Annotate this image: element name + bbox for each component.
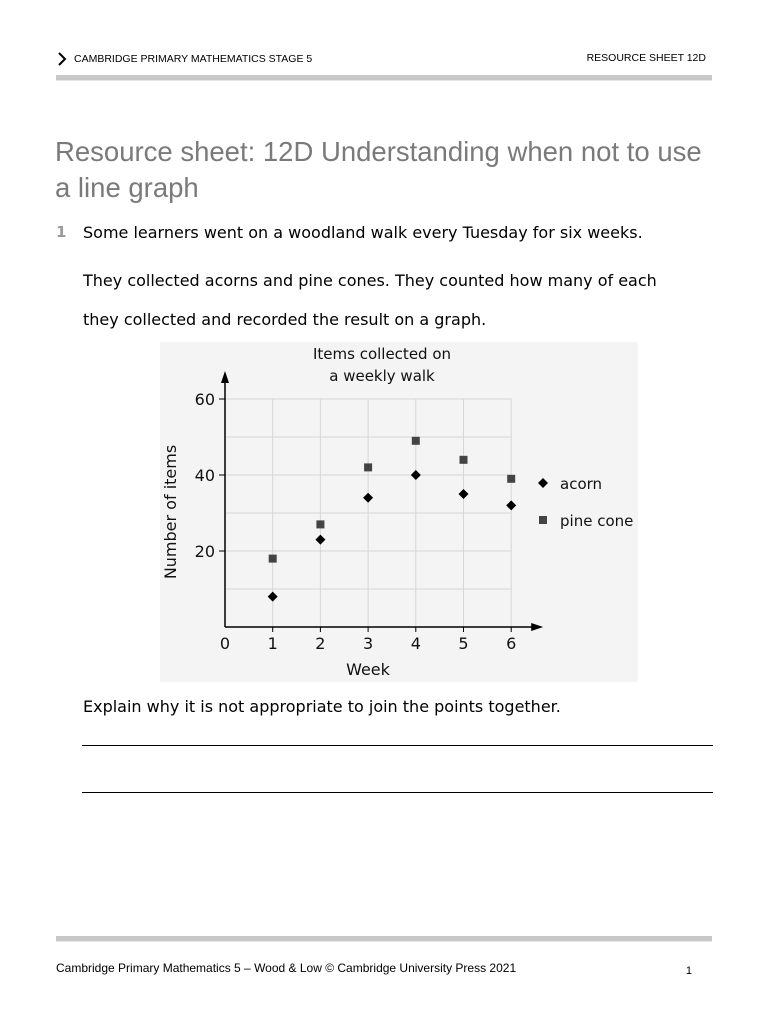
x-tick-label: 3 [363,634,374,653]
question-text-3: they collected and recorded the result on a graph. [83,310,487,329]
chevron-right-icon [56,52,68,66]
x-tick-label: 2 [315,634,326,653]
legend-label: acorn [560,475,603,493]
y-tick-label: 20 [194,542,215,561]
x-tick-label: 5 [458,634,469,653]
x-tick-label: 0 [219,634,231,653]
question-prompt: Explain why it is not appropriate to join the points together. [83,697,561,716]
x-tick-label: 4 [410,634,421,653]
y-axis-label: Number of items [161,444,180,580]
scatter-chart [160,342,638,682]
pine-cone-point [364,463,372,471]
pine-cone-point [460,456,468,464]
pine-cone-point [269,555,277,563]
header-left [56,52,312,66]
pine-cone-point [412,437,420,445]
chart-title-line-2: a weekly walk [329,367,435,385]
header-sheet-id: RESOURCE SHEET 12D [586,52,706,64]
page-title: Resource sheet: 12D Understanding when not to use a line graph [55,136,702,203]
footer-divider [56,936,712,942]
legend-pine-cone-marker [539,516,547,524]
answer-line-2[interactable] [82,792,713,793]
pine-cone-point [316,520,324,528]
pine-cone-point [507,475,515,483]
question-text-1: Some learners went on a woodland walk every Tuesday for six weeks. [83,223,643,242]
question-text-2: They collected acorns and pine cones. They counted how many of each [83,271,657,290]
page-header [56,50,706,68]
header-series-title: CAMBRIDGE PRIMARY MATHEMATICS STAGE 5 [74,53,313,65]
x-tick-label: 1 [267,634,278,653]
chart-title-line-1: Items collected on [312,345,452,363]
legend-label: pine cone [560,512,634,530]
page-number: 1 [685,965,692,977]
x-axis-label: Week [346,660,390,679]
y-tick-label: 60 [194,390,215,409]
x-tick-label: 6 [506,634,517,653]
answer-line-1[interactable] [82,745,713,746]
footer-copyright: Cambridge Primary Mathematics 5 – Wood & Low © Cambridge University Press 2021 [56,961,517,975]
question-number: 1 [56,223,67,241]
y-tick-label: 40 [194,466,215,485]
header-divider [56,75,712,81]
